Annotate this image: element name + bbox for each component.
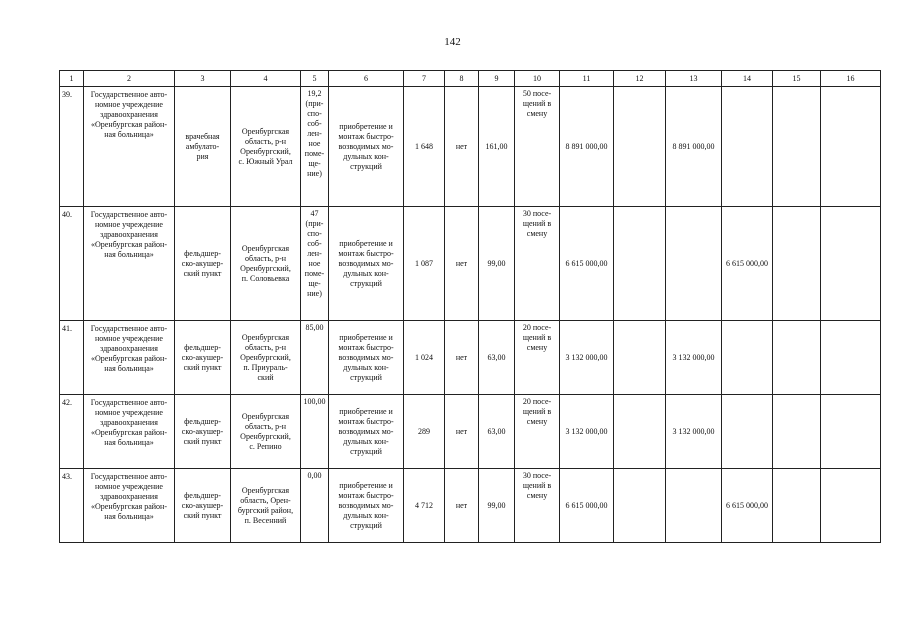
- amount-col15-cell: [773, 321, 821, 395]
- amount-col15-cell: [773, 87, 821, 207]
- amount-col14-cell: [722, 87, 773, 207]
- area-cell: 100,00: [301, 395, 329, 469]
- availability-cell: нет: [445, 207, 479, 321]
- amount-col15-cell: [773, 207, 821, 321]
- page-number: 142: [444, 36, 461, 48]
- header-cell: 6: [329, 71, 404, 87]
- amount-col12-cell: [614, 469, 666, 543]
- amount-col14-cell: 6 615 000,00: [722, 207, 773, 321]
- facility-type-cell: фельдшер- ско-акушер- ский пункт: [175, 395, 231, 469]
- capacity-cell: 30 посе- щений в смену: [515, 207, 560, 321]
- population-cell: 289: [404, 395, 445, 469]
- distance-cell: 99,00: [479, 207, 515, 321]
- organization-cell: Государственное авто- номное учреждение здравоохранения «Оренбургская район- ная больница»: [84, 87, 175, 207]
- facility-type-cell: фельдшер- ско-акушер- ский пункт: [175, 469, 231, 543]
- amount-col13-cell: [666, 469, 722, 543]
- table-row: [60, 321, 881, 395]
- capacity-cell: 20 посе- щений в смену: [515, 395, 560, 469]
- header-cell: 15: [773, 71, 821, 87]
- header-cell: 9: [479, 71, 515, 87]
- row-number-cell: 42.: [60, 395, 84, 469]
- population-cell: 1 648: [404, 87, 445, 207]
- row-number-cell: 39.: [60, 87, 84, 207]
- row-number-cell: 41.: [60, 321, 84, 395]
- amount-col13-cell: 3 132 000,00: [666, 395, 722, 469]
- area-cell: 0,00: [301, 469, 329, 543]
- investment-table: [59, 70, 881, 543]
- header-cell: 4: [231, 71, 301, 87]
- amount-col13-cell: 3 132 000,00: [666, 321, 722, 395]
- amount-col16-cell: [821, 207, 881, 321]
- location-cell: Оренбургская область, р-н Оренбургский, п. Приураль- ский: [231, 321, 301, 395]
- amount-col13-cell: [666, 207, 722, 321]
- total-amount-cell: 6 615 000,00: [560, 207, 614, 321]
- works-type-cell: приобретение и монтаж быстро- возводимых мо- дульных кон- струкций: [329, 207, 404, 321]
- amount-col14-cell: 6 615 000,00: [722, 469, 773, 543]
- distance-cell: 63,00: [479, 395, 515, 469]
- table-row: [60, 469, 881, 543]
- organization-cell: Государственное авто- номное учреждение здравоохранения «Оренбургская район- ная больница»: [84, 395, 175, 469]
- table-header-row: [60, 71, 881, 87]
- amount-col14-cell: [722, 321, 773, 395]
- amount-col14-cell: [722, 395, 773, 469]
- total-amount-cell: 8 891 000,00: [560, 87, 614, 207]
- amount-col16-cell: [821, 321, 881, 395]
- area-cell: 85,00: [301, 321, 329, 395]
- organization-cell: Государственное авто- номное учреждение здравоохранения «Оренбургская район- ная больница»: [84, 207, 175, 321]
- amount-col12-cell: [614, 321, 666, 395]
- header-cell: 5: [301, 71, 329, 87]
- header-cell: 2: [84, 71, 175, 87]
- organization-cell: Государственное авто- номное учреждение здравоохранения «Оренбургская район- ная больница»: [84, 321, 175, 395]
- header-cell: 1: [60, 71, 84, 87]
- header-cell: 16: [821, 71, 881, 87]
- table-row: [60, 395, 881, 469]
- area-cell: 19,2 (при- спо- соб- лен- ное поме- ще- ние): [301, 87, 329, 207]
- capacity-cell: 50 посе- щений в смену: [515, 87, 560, 207]
- area-cell: 47 (при- спо- соб- лен- ное поме- ще- ние): [301, 207, 329, 321]
- header-cell: 3: [175, 71, 231, 87]
- amount-col12-cell: [614, 207, 666, 321]
- total-amount-cell: 6 615 000,00: [560, 469, 614, 543]
- location-cell: Оренбургская область, р-н Оренбургский, п. Соловьевка: [231, 207, 301, 321]
- total-amount-cell: 3 132 000,00: [560, 321, 614, 395]
- header-cell: 13: [666, 71, 722, 87]
- amount-col12-cell: [614, 87, 666, 207]
- works-type-cell: приобретение и монтаж быстро- возводимых мо- дульных кон- струкций: [329, 87, 404, 207]
- population-cell: 1 087: [404, 207, 445, 321]
- facility-type-cell: врачебная амбулато- рия: [175, 87, 231, 207]
- location-cell: Оренбургская область, р-н Оренбургский, с. Южный Урал: [231, 87, 301, 207]
- distance-cell: 99,00: [479, 469, 515, 543]
- row-number-cell: 40.: [60, 207, 84, 321]
- works-type-cell: приобретение и монтаж быстро- возводимых мо- дульных кон- струкций: [329, 321, 404, 395]
- organization-cell: Государственное авто- номное учреждение здравоохранения «Оренбургская район- ная больница»: [84, 469, 175, 543]
- works-type-cell: приобретение и монтаж быстро- возводимых мо- дульных кон- струкций: [329, 469, 404, 543]
- header-cell: 11: [560, 71, 614, 87]
- amount-col15-cell: [773, 395, 821, 469]
- header-cell: 7: [404, 71, 445, 87]
- capacity-cell: 20 посе- щений в смену: [515, 321, 560, 395]
- distance-cell: 63,00: [479, 321, 515, 395]
- availability-cell: нет: [445, 469, 479, 543]
- header-cell: 10: [515, 71, 560, 87]
- amount-col16-cell: [821, 87, 881, 207]
- distance-cell: 161,00: [479, 87, 515, 207]
- header-cell: 14: [722, 71, 773, 87]
- amount-col16-cell: [821, 395, 881, 469]
- table-row: [60, 87, 881, 207]
- facility-type-cell: фельдшер- ско-акушер- ский пункт: [175, 321, 231, 395]
- header-cell: 8: [445, 71, 479, 87]
- amount-col16-cell: [821, 469, 881, 543]
- amount-col12-cell: [614, 395, 666, 469]
- header-cell: 12: [614, 71, 666, 87]
- capacity-cell: 30 посе- щений в смену: [515, 469, 560, 543]
- location-cell: Оренбургская область, р-н Оренбургский, с. Репино: [231, 395, 301, 469]
- total-amount-cell: 3 132 000,00: [560, 395, 614, 469]
- table-row: [60, 207, 881, 321]
- availability-cell: нет: [445, 395, 479, 469]
- row-number-cell: 43.: [60, 469, 84, 543]
- amount-col13-cell: 8 891 000,00: [666, 87, 722, 207]
- population-cell: 4 712: [404, 469, 445, 543]
- works-type-cell: приобретение и монтаж быстро- возводимых мо- дульных кон- струкций: [329, 395, 404, 469]
- population-cell: 1 024: [404, 321, 445, 395]
- availability-cell: нет: [445, 87, 479, 207]
- amount-col15-cell: [773, 469, 821, 543]
- location-cell: Оренбургская область, Орен- бургский район, п. Весенний: [231, 469, 301, 543]
- facility-type-cell: фельдшер- ско-акушер- ский пункт: [175, 207, 231, 321]
- availability-cell: нет: [445, 321, 479, 395]
